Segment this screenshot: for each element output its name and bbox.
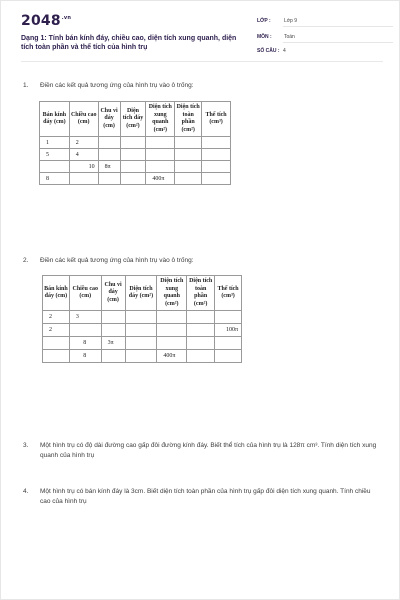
header-cell: Thể tích (cm³) [202,102,231,137]
table-cell[interactable]: 5 [40,149,70,161]
table-cell[interactable]: 400π [146,173,175,185]
meta-value: Toán [284,34,295,40]
table-cell[interactable]: 3π [101,337,125,350]
table-cell[interactable] [215,350,242,363]
table-cell[interactable]: 100π [215,324,242,337]
table-header-row [43,276,242,311]
table-cell[interactable] [187,311,215,324]
table-cell[interactable] [187,324,215,337]
table-cell[interactable] [175,149,202,161]
table-cell[interactable] [69,324,101,337]
table-row [43,337,242,350]
table-cell[interactable] [43,350,70,363]
table-cell[interactable] [187,337,215,350]
question-number: 3. [23,442,29,449]
table-cell[interactable]: 10 [69,161,98,173]
table-row [43,311,242,324]
table-cell[interactable] [202,173,231,185]
table-row [43,324,242,337]
table-cell[interactable] [157,337,187,350]
header-cell: Diện tích xung quanh (cm²) [146,102,175,137]
table-cell[interactable]: 400π [157,350,187,363]
table-cell[interactable]: 2 [43,311,70,324]
table-cell[interactable] [120,149,146,161]
header-divider [21,61,383,62]
table-cell[interactable] [215,337,242,350]
logo-text: 2048 [21,13,61,29]
question-text: Điền các kết quả tương ứng của hình trụ vào ô trống: [40,82,194,89]
header-cell: Chu vi đáy (cm) [101,276,125,311]
table-cell[interactable]: 2 [43,324,70,337]
table-row [40,137,231,149]
table-cell[interactable] [146,137,175,149]
table-cell[interactable] [125,337,157,350]
table-row [40,149,231,161]
table-cell[interactable] [120,137,146,149]
header-cell: Chu vi đáy (cm) [98,102,120,137]
question-number: 2. [23,257,29,264]
table-cell[interactable] [157,324,187,337]
header-cell: Bán kính đáy (cm) [43,276,70,311]
meta-divider [283,42,393,43]
header-cell: Chiều cao (cm) [69,276,101,311]
meta-key: MÔN : [257,34,272,40]
table-header-row [40,102,231,137]
table-cell[interactable]: 4 [69,149,98,161]
header-cell: Diện tích toàn phần (cm²) [187,276,215,311]
table-cell[interactable] [98,137,120,149]
table-cell[interactable] [125,350,157,363]
table-1 [39,101,231,185]
table-cell[interactable] [98,173,120,185]
header-cell: Diện tích đáy (cm²) [125,276,157,311]
meta-key: LỚP : [257,18,271,24]
table-cell[interactable]: 8 [69,337,101,350]
meta-value: 4 [283,48,286,54]
header-cell: Diện tích đáy (cm²) [120,102,146,137]
table-cell[interactable]: 3 [69,311,101,324]
header-cell: Thể tích (cm³) [215,276,242,311]
table-cell[interactable]: 8π [98,161,120,173]
table-cell[interactable]: 8 [40,173,70,185]
question-text: Một hình trụ có bán kính đáy là 3cm. Biết diện tích toàn phần của hình trụ gấp đôi diện tích xung quanh. Tính chiều cao của hình trụ [40,488,371,505]
question-number: 4. [23,488,29,495]
worksheet-title: Dạng 1: Tính bán kính đáy, chiều cao, diện tích xung quanh, diện tích toàn phần và thể tích của hình trụ [21,35,237,51]
table-cell[interactable] [101,311,125,324]
table-cell[interactable] [101,324,125,337]
table-cell[interactable] [157,311,187,324]
question-text: Điền các kết quả tương ứng của hình trụ vào ô trống: [40,257,194,264]
table-cell[interactable] [125,324,157,337]
table-cell[interactable] [187,350,215,363]
table-cell[interactable] [146,161,175,173]
table-cell[interactable] [175,137,202,149]
meta-value: Lớp 9 [284,18,298,24]
table-row [43,350,242,363]
table-cell[interactable] [120,173,146,185]
header-cell: Diện tích toàn phần (cm²) [175,102,202,137]
table-cell[interactable] [43,337,70,350]
question-number: 1. [23,82,29,89]
table-cell[interactable] [98,149,120,161]
header-cell: Diện tích xung quanh (cm²) [157,276,187,311]
table-cell[interactable] [202,161,231,173]
table-cell[interactable] [120,161,146,173]
meta-divider [283,26,393,27]
header-cell: Chiều cao (cm) [69,102,98,137]
meta-key: SỐ CÂU : [257,48,280,54]
table-2 [42,275,242,363]
header-cell: Bán kính đáy (cm) [40,102,70,137]
table-cell[interactable] [175,173,202,185]
table-cell[interactable] [125,311,157,324]
table-row [40,173,231,185]
table-cell[interactable] [202,137,231,149]
table-cell[interactable] [202,149,231,161]
table-cell[interactable] [69,173,98,185]
table-cell[interactable] [101,350,125,363]
site-logo[interactable] [21,13,71,29]
table-cell[interactable]: 8 [69,350,101,363]
table-cell[interactable]: 1 [40,137,70,149]
table-cell[interactable] [40,161,70,173]
logo-suffix: .vn [61,15,72,22]
table-cell[interactable] [175,161,202,173]
table-cell[interactable] [215,311,242,324]
table-cell[interactable] [146,149,175,161]
table-cell[interactable]: 2 [69,137,98,149]
question-text: Một hình trụ có độ dài đường cao gấp đôi đường kính đáy. Biết thể tích của hình trụ là 128π cm³. Tính diện tích xung quanh của hình trụ [40,442,377,459]
table-row [40,161,231,173]
